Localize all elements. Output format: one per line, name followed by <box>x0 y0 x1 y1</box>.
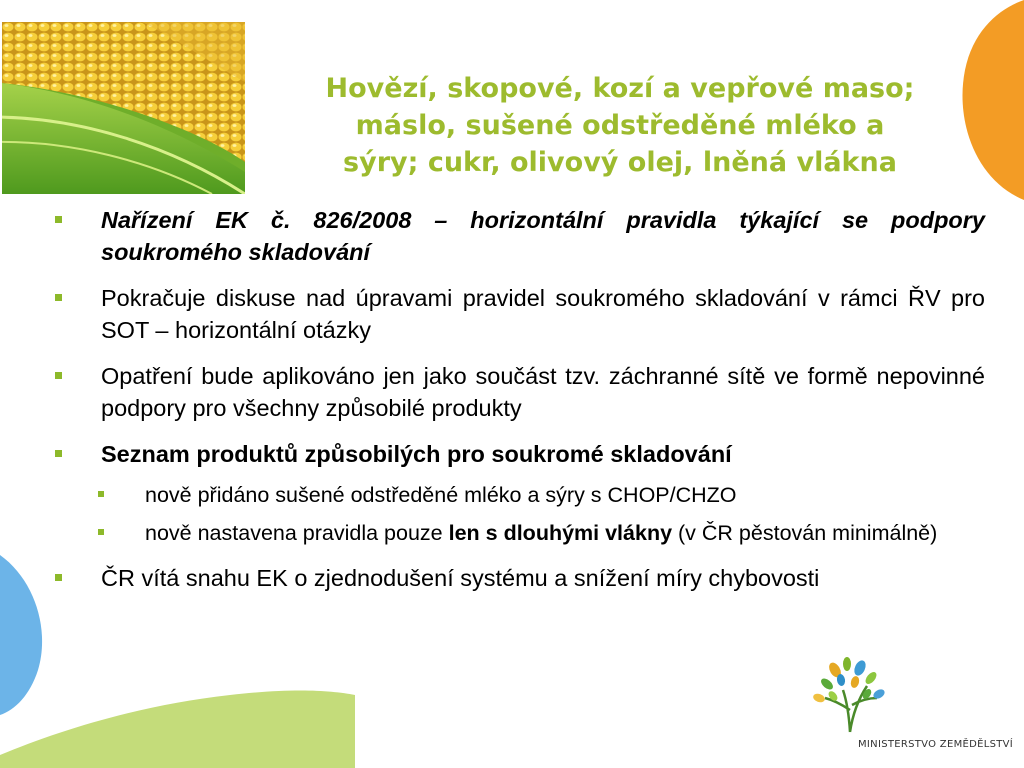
sub-bullet-text <box>145 518 985 548</box>
title-line-3: sýry; cukr, olivový olej, lněná vlákna <box>343 147 897 178</box>
bullet-item <box>55 360 985 424</box>
green-bottom-decoration <box>0 660 355 768</box>
bullet-marker <box>55 450 62 457</box>
sub-bullet-text-end: (v ČR pěstován minimálně) <box>672 521 938 545</box>
sub-bullet-marker <box>98 529 104 535</box>
slide-title <box>245 70 995 181</box>
title-line-1: Hovězí, skopové, kozí a vepřové maso; <box>325 73 915 104</box>
bullet-item <box>55 438 985 470</box>
bullet-item <box>55 562 985 594</box>
bullet-marker <box>55 216 62 223</box>
bullet-text: ČR vítá snahu EK o zjednodušení systému a snížení míry chybovosti <box>101 565 820 591</box>
sub-bullet-marker <box>98 491 104 497</box>
bullet-marker <box>55 574 62 581</box>
tree-logo-icon <box>805 650 1020 740</box>
sub-bullet-text: nově přidáno sušené odstředěné mléko a sýry s CHOP/CHZO <box>145 483 737 507</box>
bullet-text: Pokračuje diskuse nad úpravami pravidel soukromého skladování v rámci ŘV pro SOT – horizontální otázky <box>101 285 985 343</box>
title-line-2: máslo, sušené odstředěné mléko a <box>355 110 885 141</box>
bullet-marker <box>55 372 62 379</box>
bullet-item <box>55 204 985 268</box>
ministry-logo-text: MINISTERSTVO ZEMĚDĚLSTVÍ <box>858 739 1014 750</box>
sub-bullet-text-bold: len s dlouhými vlákny <box>448 521 673 545</box>
bullet-text: Opatření bude aplikováno jen jako součást tzv. záchranné sítě ve formě nepovinné podpory pro všechny způsobilé produkty <box>101 363 985 421</box>
bullet-text: Seznam produktů způsobilých pro soukromé skladování <box>101 441 732 467</box>
sub-bullet-text-plain: nově nastavena pravidla pouze <box>145 521 449 545</box>
bullet-text: Nařízení EK č. 826/2008 – horizontální pravidla týkající se podpory soukromého skladování <box>101 207 985 265</box>
corn-cob-image <box>2 22 245 194</box>
slide-content <box>55 204 985 608</box>
bullet-item <box>55 282 985 346</box>
bullet-marker <box>55 294 62 301</box>
sub-bullet-item <box>55 518 985 548</box>
sub-bullet-item <box>55 480 985 510</box>
